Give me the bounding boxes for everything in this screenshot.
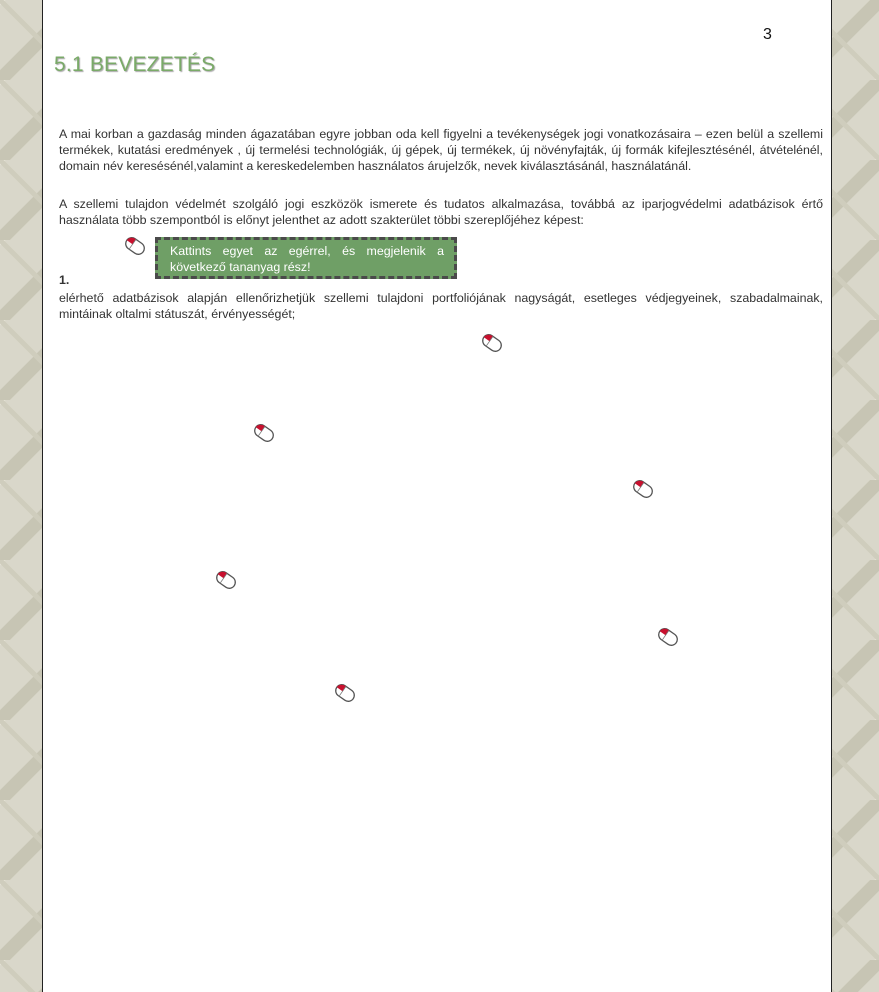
list-item-text: elérhető adatbázisok alapján ellenőrizhetjük szellemi tulajdoni portfoliójának nagyságát, esetleges védjegyeinek, szabadalmainak, mintáinak oltalmi státuszát, érvényességét;: [59, 291, 823, 321]
intro-paragraph-2: A szellemi tulajdon védelmét szolgáló jogi eszközök ismerete és tudatos alkalmazása, továbbá az iparjogvédelmi adatbázisok értő használata több szempontból is előnyt jelenthet az adott szakterület többi szereplőjéhez képest:: [59, 197, 823, 227]
mouse-click-icon[interactable]: [478, 331, 506, 355]
section-heading: 5.1 BEVEZETÉS: [54, 53, 216, 76]
mouse-click-icon[interactable]: [250, 421, 278, 445]
mouse-click-icon[interactable]: [629, 477, 657, 501]
list-item-number: 1.: [59, 273, 70, 287]
mouse-click-icon[interactable]: [121, 234, 149, 258]
page-number: 3: [763, 26, 772, 43]
mouse-click-icon[interactable]: [331, 681, 359, 705]
mouse-click-icon[interactable]: [654, 625, 682, 649]
slide-page: [42, 0, 832, 992]
intro-paragraph-1: A mai korban a gazdaság minden ágazatában egyre jobban oda kell figyelni a tevékenységek jogi vonatkozásaira – ezen belül a szellemi termékek, kutatási eredmények , új termelési technológiák, új gépek, új termékek, új növényfajták, új formák kifejlesztésénél, átvételénél, domain név keresésénél,valamint a kereskedelemben használatos árujelzők, nevek kiválasztásánál, használatánál.: [59, 127, 823, 173]
click-instruction-callout: Kattints egyet az egérrel, és megjelenik a következő tananyag rész!: [155, 237, 457, 279]
mouse-click-icon[interactable]: [212, 568, 240, 592]
